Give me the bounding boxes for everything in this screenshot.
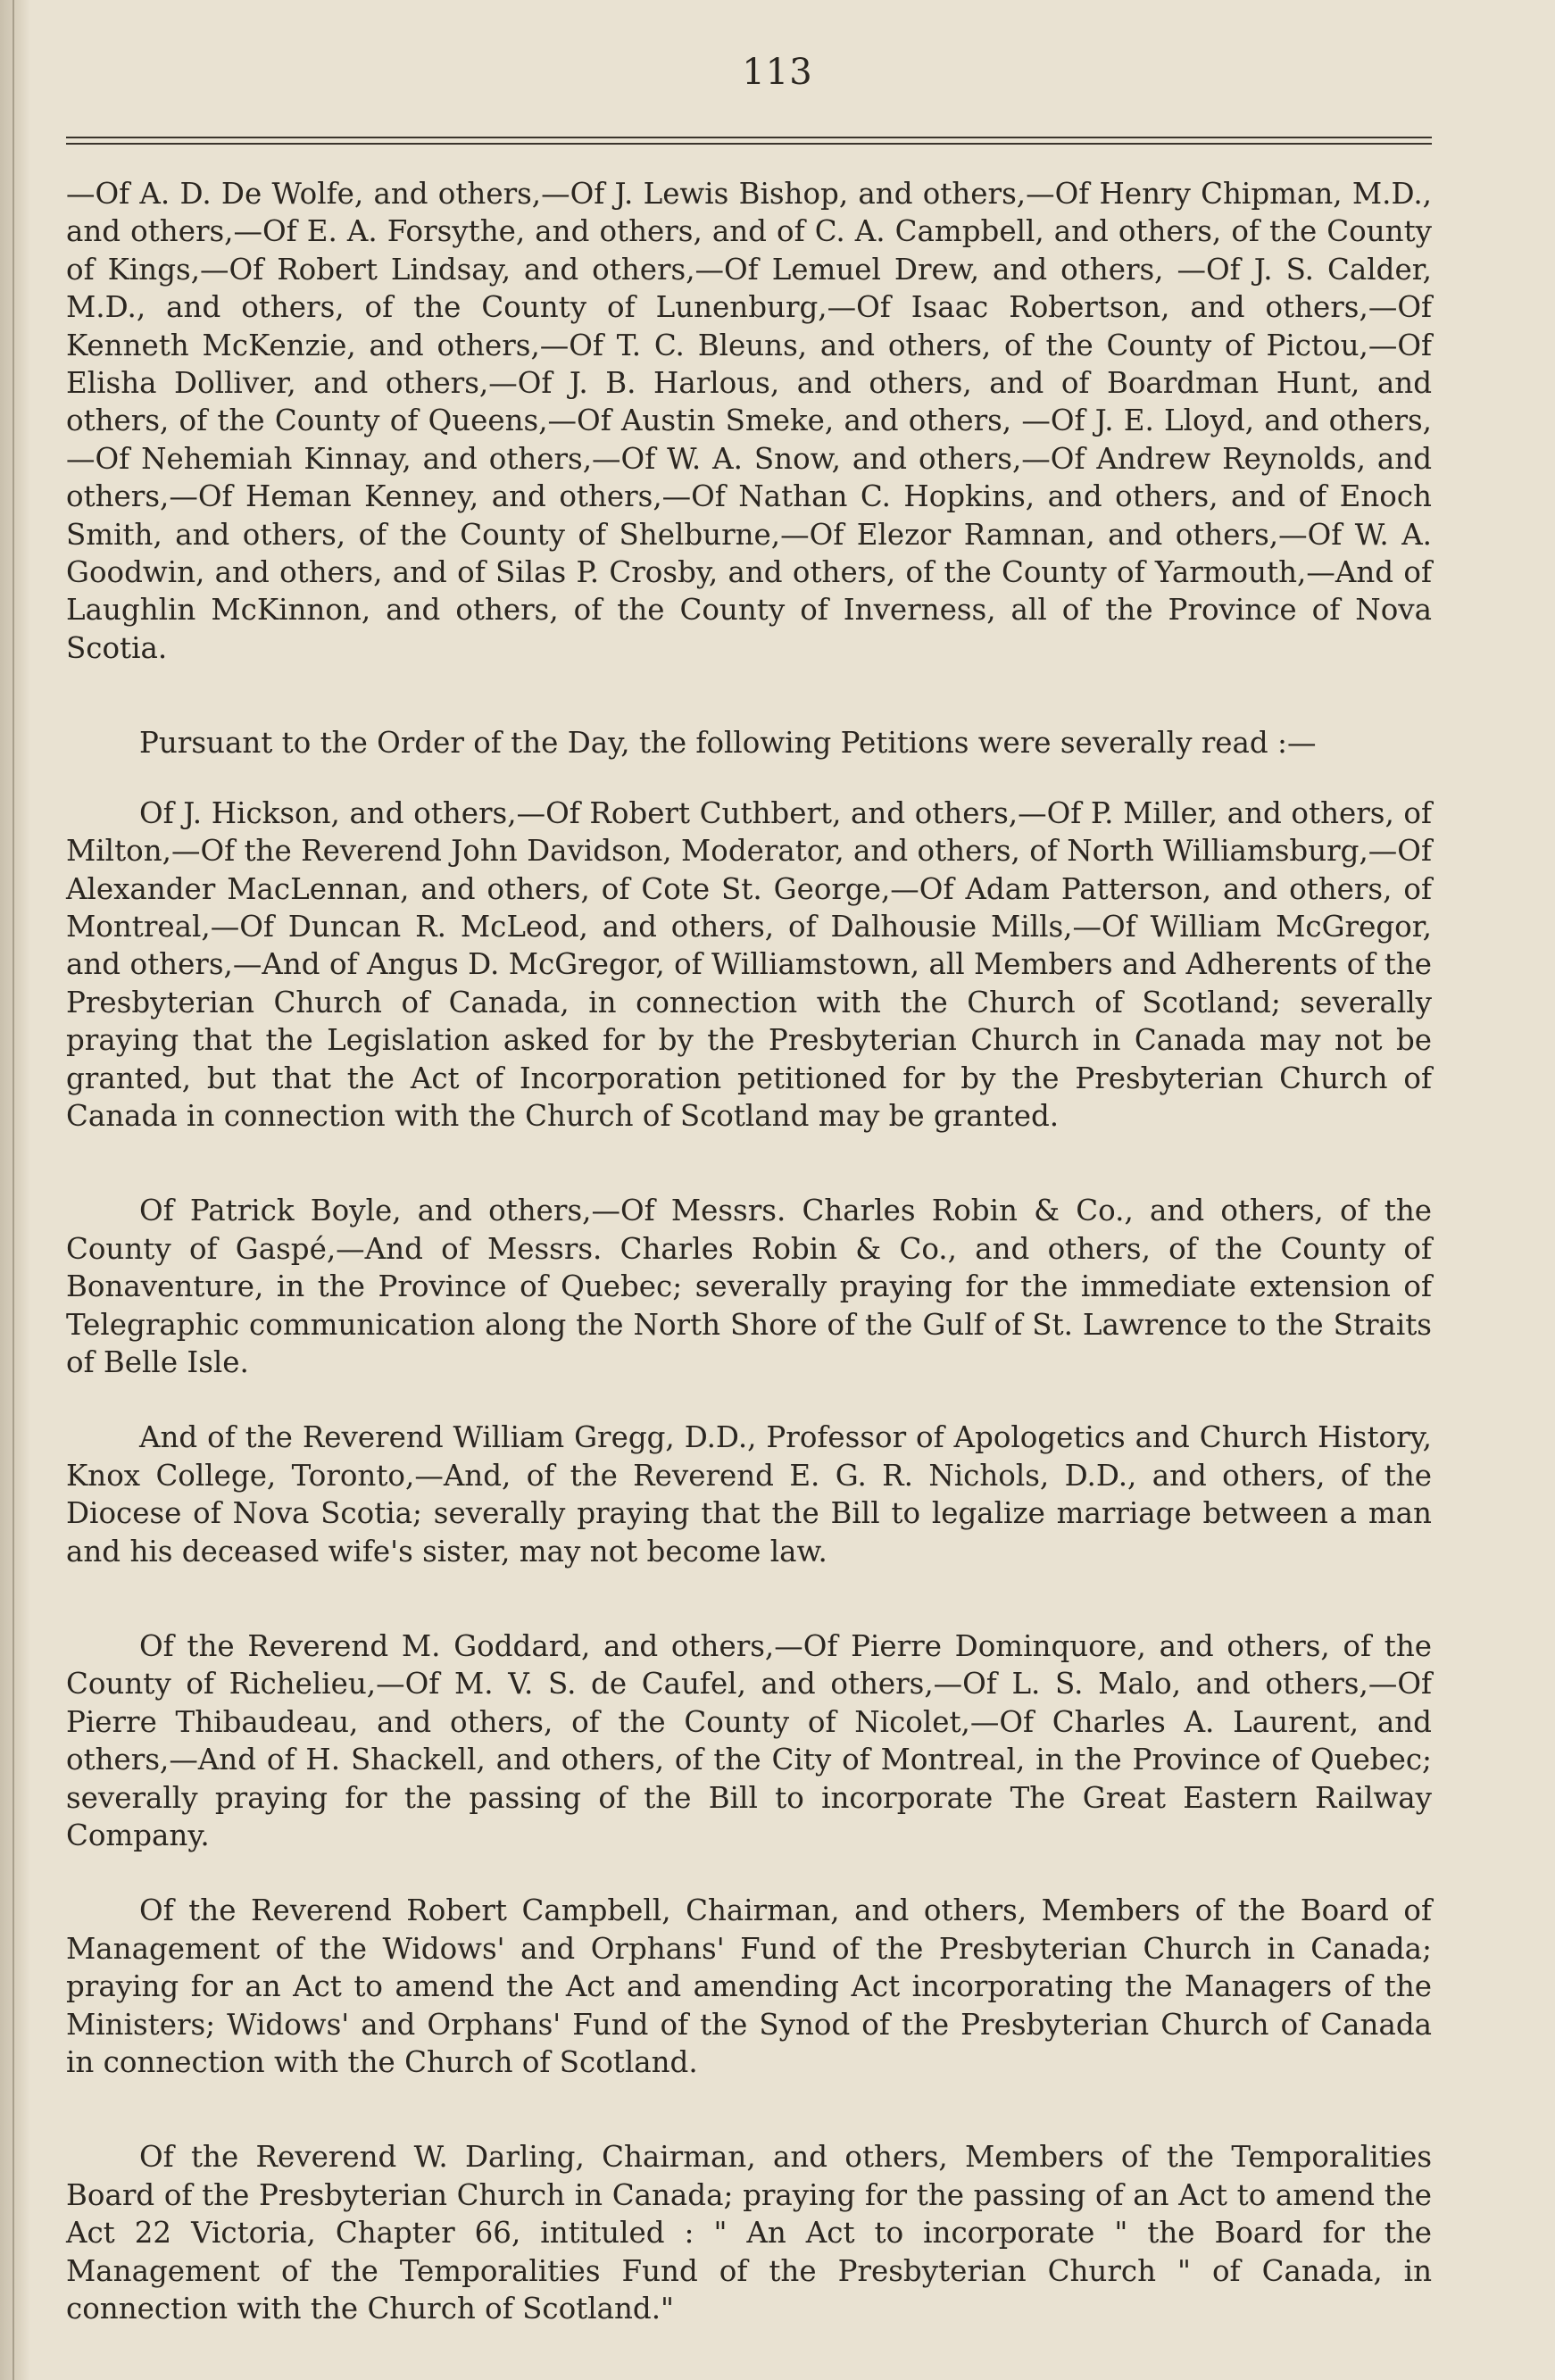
paragraph-railway-petitions: Of the Reverend M. Goddard, and others,—Of Pierre Dominquore, and others, of the County of Richelieu,—Of M. V. S. de Caufel, and others,—Of L. S. Malo, and others,—Of Pierre Thibaudeau, and others, of the County of Nicolet,—Of Charles A. Laurent, and others,—And of H. Shackell, and others, of the City of Montreal, in the Province of Quebec; severally praying for the passing of the Bill to incorporate The Great Eastern Railway Company. <box>66 1629 1432 1853</box>
paragraph-nova-scotia-petitions: —Of A. D. De Wolfe, and others,—Of J. Lewis Bishop, and others,—Of Henry Chipman, M.D., and others,—Of E. A. Forsythe, and others, and of C. A. Campbell, and others, of the County of Kings,—Of Robert Lindsay, and others,—Of Lemuel Drew, and others, —Of J. S. Calder, M.D., and others, of the County of Lunenburg,—Of Isaac Robertson, and others,—Of Kenneth McKenzie, and others,—Of T. C. Bleuns, and others, of the County of Pictou,—Of Elisha Dolliver, and others,—Of J. B. Harlous, and others, and of Boardman Hunt, and others, of the County of Queens,—Of Austin Smeke, and others, —Of J. E. Lloyd, and others,—Of Nehemiah Kinnay, and others,—Of W. A. Snow, and others,—Of Andrew Reynolds, and others,—Of Heman Kenney, and others,—Of Nathan C. Hopkins, and others, and of Enoch Smith, and others, of the County of Shelburne,—Of Elezor Ramnan, and others,—Of W. A. Goodwin, and others, and of Silas P. Crosby, and others, of the County of Yarmouth,—And of Laughlin McKinnon, and others, of the County of Inverness, all of the Province of Nova Scotia. <box>66 177 1432 665</box>
page-body <box>66 175 1432 2328</box>
page-number: 113 <box>742 52 813 93</box>
paragraph-telegraphic-petitions: Of Patrick Boyle, and others,—Of Messrs. Charles Robin & Co., and others, of the County of Gaspé,—And of Messrs. Charles Robin & Co., and others, of the County of Bonaventure, in the Province of Quebec; severally praying for the immediate extension of Telegraphic communication along the North Shore of the Gulf of St. Lawrence to the Straits of Belle Isle. <box>66 1194 1432 1379</box>
paragraph-temporalities-petition: Of the Reverend W. Darling, Chairman, and others, Members of the Temporalities Board of the Presbyterian Church in Canada; praying for the passing of an Act to amend the Act 22 Victoria, Chapter 66, intituled : " An Act to incorporate " the Board for the Management of the Temporalities Fund of the Presbyterian Church " of Canada, in connection with the Church of Scotland." <box>66 2140 1432 2326</box>
page-binding-shadow <box>0 0 30 2380</box>
paragraph-widows-fund-petition: Of the Reverend Robert Campbell, Chairman, and others, Members of the Board of Management of the Widows' and Orphans' Fund of the Presbyterian Church in Canada; praying for an Act to amend the Act and amending Act incorporating the Managers of the Ministers; Widows' and Orphans' Fund of the Synod of the Presbyterian Church of Canada in connection with the Church of Scotland. <box>66 1893 1432 2080</box>
header-rule-top <box>66 137 1432 138</box>
binding-edge-line <box>12 0 14 2380</box>
paragraph-presbyterian-petitions: Of J. Hickson, and others,—Of Robert Cuthbert, and others,—Of P. Miller, and others, of Milton,—Of the Reverend John Davidson, Moderator, and others, of North Williamsburg,—Of Alexander MacLennan, and others, of Cote St. George,—Of Adam Patterson, and others, of Montreal,—Of Duncan R. McLeod, and others, of Dalhousie Mills,—Of William McGregor, and others,—And of Angus D. McGregor, of Williamstown, all Members and Adherents of the Presbyterian Church of Canada, in connection with the Church of Scotland; severally praying that the Legislation asked for by the Presbyterian Church in Canada may not be granted, but that the Act of Incorporation petitioned for by the Presbyterian Church of Canada in connection with the Church of Scotland may be granted. <box>66 795 1432 1133</box>
header-rule-bottom <box>66 143 1432 145</box>
paragraph-order-of-the-day: Pursuant to the Order of the Day, the following Petitions were severally read :— <box>139 726 1317 761</box>
paragraph-marriage-bill-petitions: And of the Reverend William Gregg, D.D., Professor of Apologetics and Church History, Knox College, Toronto,—And, of the Reverend E. G. R. Nichols, D.D., and others, of the Diocese of Nova Scotia; severally praying that the Bill to legalize marriage between a man and his deceased wife's sister, may not become law. <box>66 1420 1432 1569</box>
